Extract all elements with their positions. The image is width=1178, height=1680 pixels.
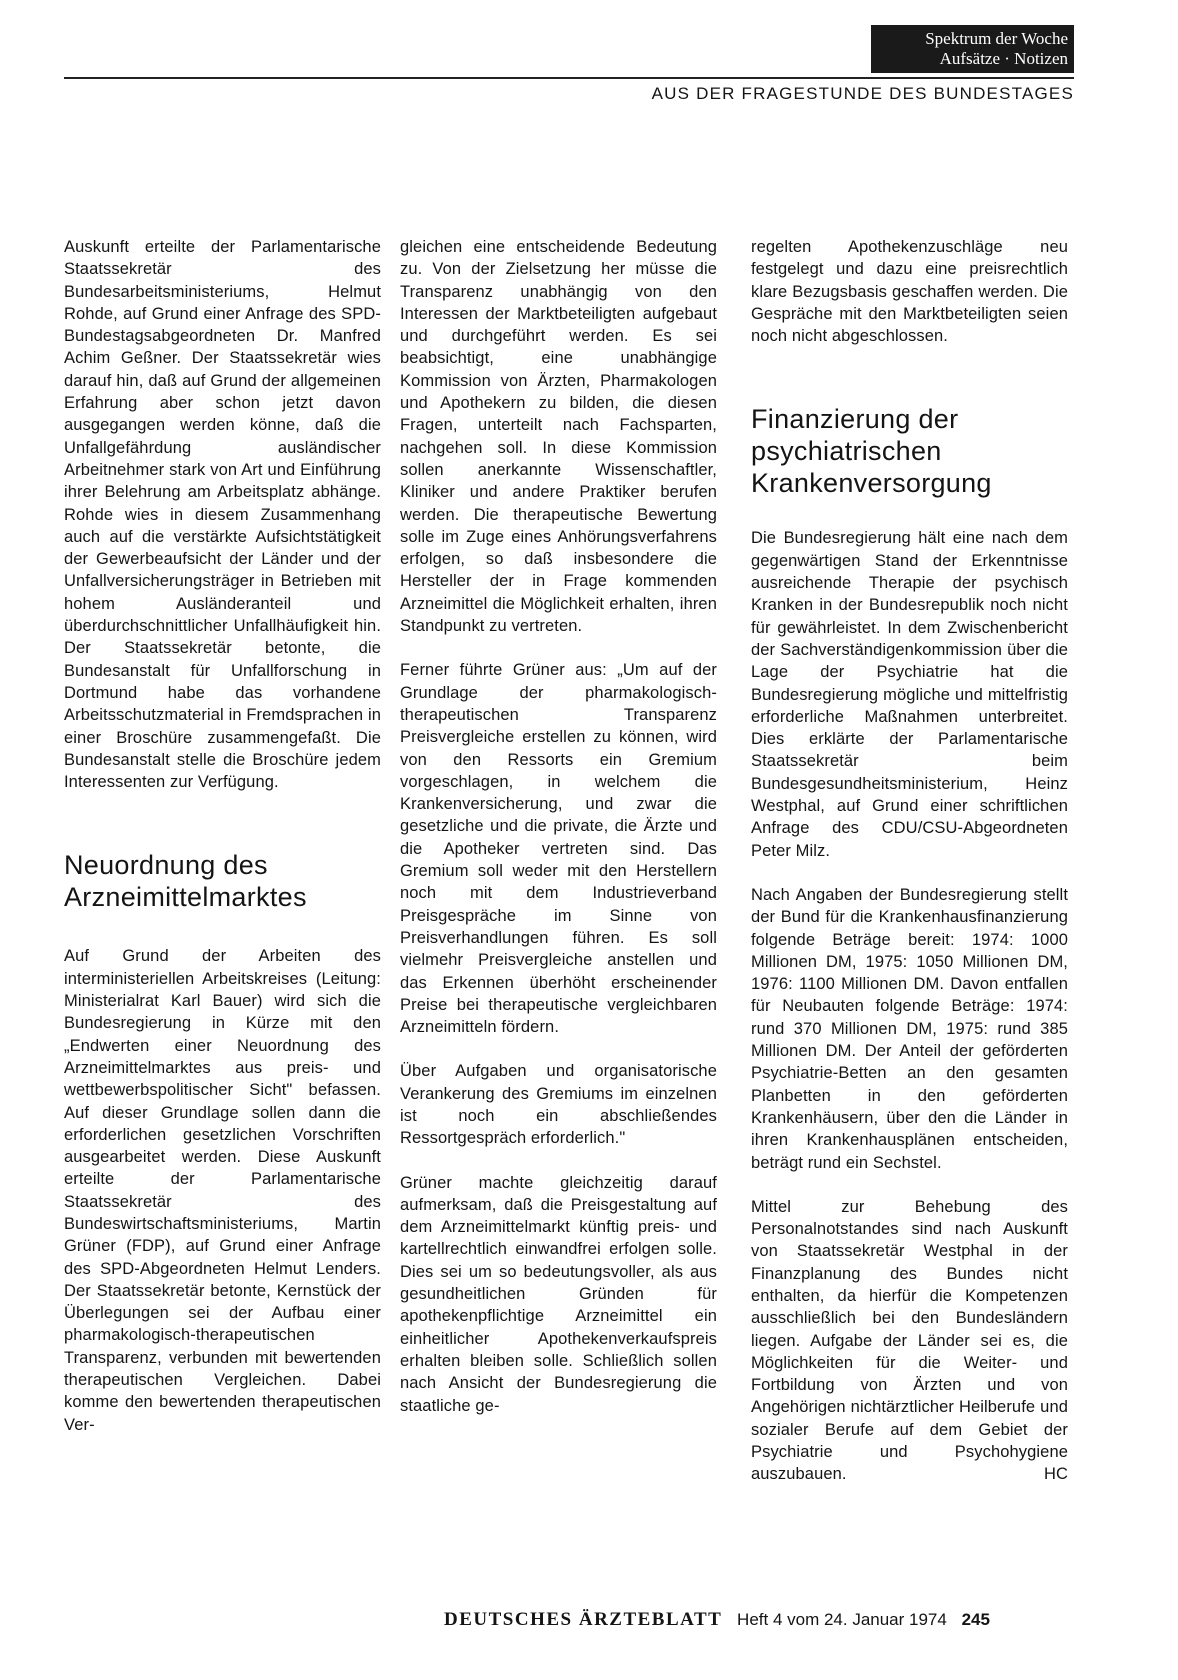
page-number: 245 bbox=[961, 1610, 990, 1629]
paragraph-psychiatrie-3 bbox=[751, 1196, 1068, 1486]
page-footer bbox=[444, 1609, 990, 1631]
paragraph-arzneimittel-3: Ferner führte Grüner aus: „Um auf der Grundlage der pharmakologisch-therapeutischen Transparenz Preisvergleiche erstellen zu können, wird von den Ressorts ein Gremium vorgeschlagen, in welchem die Krankenversicherung, und zwar die gesetzliche und die private, die Ärzte und die Apotheker vertreten sind. Das Gremium soll weder mit den Herstellern noch mit dem Industrieverband Preisgespräche im Sinne von Preisverhandlungen führen. Es soll vielmehr Preisvergleiche anstellen und das Erkennen überhöht erscheinender Preise bei therapeutische vergleichbaren Arzneimitteln fördern. bbox=[400, 661, 717, 1037]
section-title: AUS DER FRAGESTUNDE DES BUNDESTAGES bbox=[651, 84, 1074, 103]
heading-arzneimittelmarkt: Neuordnung des Arzneimittelmarktes bbox=[64, 850, 307, 913]
paragraph-arzneimittel-2: gleichen eine entscheidende Bedeutung zu. Von der Zielsetzung her müsse die Transparenz unabhängig von den Interessen der Marktbeteiligten aufgebaut und durchgeführt werden. Es sei beabsichtigt, eine unabhängige Kommission von Ärzten, Pharmakologen und Apothekern zu bilden, die diesen Fragen, unterteilt nach Fachsparten, nachgehen soll. In diese Kommission sollen anerkannte Wissenschaftler, Kliniker und andere Praktiker berufen werden. Die therapeutische Bewertung solle im Zuge eines Anhörungsverfahrens erfolgen, so daß insbesondere die Hersteller der in Frage kommenden Arzneimittel die Möglichkeit erhalten, ihren Standpunkt zu vertreten. bbox=[400, 238, 717, 636]
header-rule bbox=[64, 77, 1074, 79]
paragraph-arzneimittel-5: Grüner machte gleichzeitig darauf aufmerksam, daß die Preisgestaltung auf dem Arzneimittelmarkt künftig preis- und kartellrechtlich einwandfrei erfolgen solle. Dies sei um so bedeutungsvoller, als aus gesundheitlichen Gründen für apothekenpflichtige Arzneimittel ein einheitlicher Apothekenverkaufspreis erhalten bleiben solle. Schließlich sollen nach Ansicht der Bundesregierung die staatliche ge- bbox=[400, 1173, 717, 1415]
column-3 bbox=[751, 236, 1068, 1486]
rubric-line-1: Spektrum der Woche bbox=[925, 29, 1068, 48]
paragraph-intro: Auskunft erteilte der Parlamentarische Staatssekretär des Bundesarbeitsministeriums, Helmut Rohde, auf Grund einer Anfrage des SPD-Bundestagsabgeordneten Dr. Manfred Achim Geßner. Der Staatssekretär wies darauf hin, daß auf Grund der allgemeinen Erfahrung aber schon jetzt davon ausgegangen werden könne, daß die Unfallgefährdung ausländischer Arbeitnehmer stark von Art und Einführung ihrer Belehrung am Arbeitsplatz abhänge. Rohde wies in diesem Zusammenhang auch auf die verstärkte Aufsichtstätigkeit der Gewerbeaufsicht der Länder und der Unfallversicherungsträger in Betrieben mit hohem Ausländeranteil und überdurchschnittlicher Unfallhäufigkeit hin. Der Staatssekretär betonte, die Bundesanstalt für Unfallforschung in Dortmund habe das vorhandene Arbeitsschutzmaterial in Fremdsprachen in einer Broschüre zusammengefaßt. Die Bundesanstalt stelle die Broschüre jedem Interessenten zur Verfügung. bbox=[64, 238, 381, 792]
paragraph-psychiatrie-1: Die Bundesregierung hält eine nach dem gegenwärtigen Stand der Erkenntnisse ausreichende Therapie der psychisch Kranken in der Bundesrepublik noch nicht für gewährleistet. In dem Zwischenbericht der Sachverständigenkommission über die Lage der Psychiatrie hat die Bundesregierung mögliche und mittelfristig erforderliche Maßnahmen unterbreitet. Dies erklärte der Parlamentarische Staatssekretär beim Bundesgesundheitsministerium, Heinz Westphal, auf Grund einer schriftlichen Anfrage des CDU/CSU-Abgeordneten Peter Milz. bbox=[751, 529, 1068, 860]
rubric-badge bbox=[871, 25, 1074, 73]
author-signature: HC bbox=[1043, 1465, 1068, 1484]
rubric-line-2: Aufsätze · Notizen bbox=[939, 49, 1068, 68]
journal-name: DEUTSCHES ÄRZTEBLATT bbox=[444, 1609, 723, 1630]
paragraph-arzneimittel-1: Auf Grund der Arbeiten des interministeriellen Arbeitskreises (Leitung: Ministerialrat Karl Bauer) wird sich die Bundesregierung in Kürze mit den „Endwerten einer Neuordnung des Arzneimittelmarktes aus preis- und wettbewerbspolitischer Sicht" befassen. Auf dieser Grundlage sollen dann die erforderlichen gesetzlichen Vorschriften ausgearbeitet werden. Diese Auskunft erteilte der Parlamentarische Staatssekretär des Bundeswirtschaftsministeriums, Martin Grüner (FDP), auf Grund einer Anfrage des SPD-Abgeordneten Helmut Lenders. Der Staatssekretär betonte, Kernstück der Überlegungen sei der Aufbau einer pharmakologisch-therapeutischen Transparenz, verbunden mit bewertenden therapeutischen Vergleichen. Dabei komme den bewertenden therapeutischen Ver- bbox=[64, 947, 381, 1434]
column-2 bbox=[400, 236, 717, 1417]
issue-info: Heft 4 vom 24. Januar 1974 bbox=[737, 1610, 947, 1629]
paragraph-arzneimittel-4: Über Aufgaben und organisatorische Verankerung des Gremiums im einzelnen ist noch ein abschließendes Ressortgespräch erforderlich." bbox=[400, 1062, 717, 1148]
paragraph-psychiatrie-2: Nach Angaben der Bundesregierung stellt der Bund für die Krankenhausfinanzierung folgende Beträge bereit: 1974: 1000 Millionen DM, 1975: 1050 Millionen DM, 1976: 1100 Millionen DM. Davon entfallen für Neubauten folgende Beträge: 1974: rund 370 Millionen DM, 1975: rund 385 Millionen DM. Der Anteil der geförderten Psychiatrie-Betten an den gesamten Planbetten in den geförderten Krankenhäusern, über den die Länder in ihren Krankenhausplänen entscheiden, beträgt rund ein Sechstel. bbox=[751, 885, 1068, 1172]
heading-psychiatrie: Finanzierung der psychiatrischen Krankenversorgung bbox=[751, 404, 992, 499]
paragraph-arzneimittel-6: regelten Apothekenzuschläge neu festgelegt und dazu eine preisrechtlich klare Bezugsbasis geschaffen werden. Die Gespräche mit den Marktbeteiligten seien noch nicht abgeschlossen. bbox=[751, 238, 1068, 346]
column-1 bbox=[64, 236, 381, 1436]
paragraph-psychiatrie-3-text: Mittel zur Behebung des Personalnotstandes sind nach Auskunft von Staatssekretär Westphal in der Finanzplanung des Bundes nicht enthalten, da hierfür die Kompetenzen ausschließlich bei den Bundesländern liegen. Aufgabe der Länder sei es, die Möglichkeiten für die Weiter- und Fortbildung von Ärzten und von Angehörigen nichtärztlicher Heilberufe und sozialer Berufe auf dem Gebiet der Psychiatrie und Psychohygiene auszubauen. bbox=[751, 1197, 1068, 1484]
